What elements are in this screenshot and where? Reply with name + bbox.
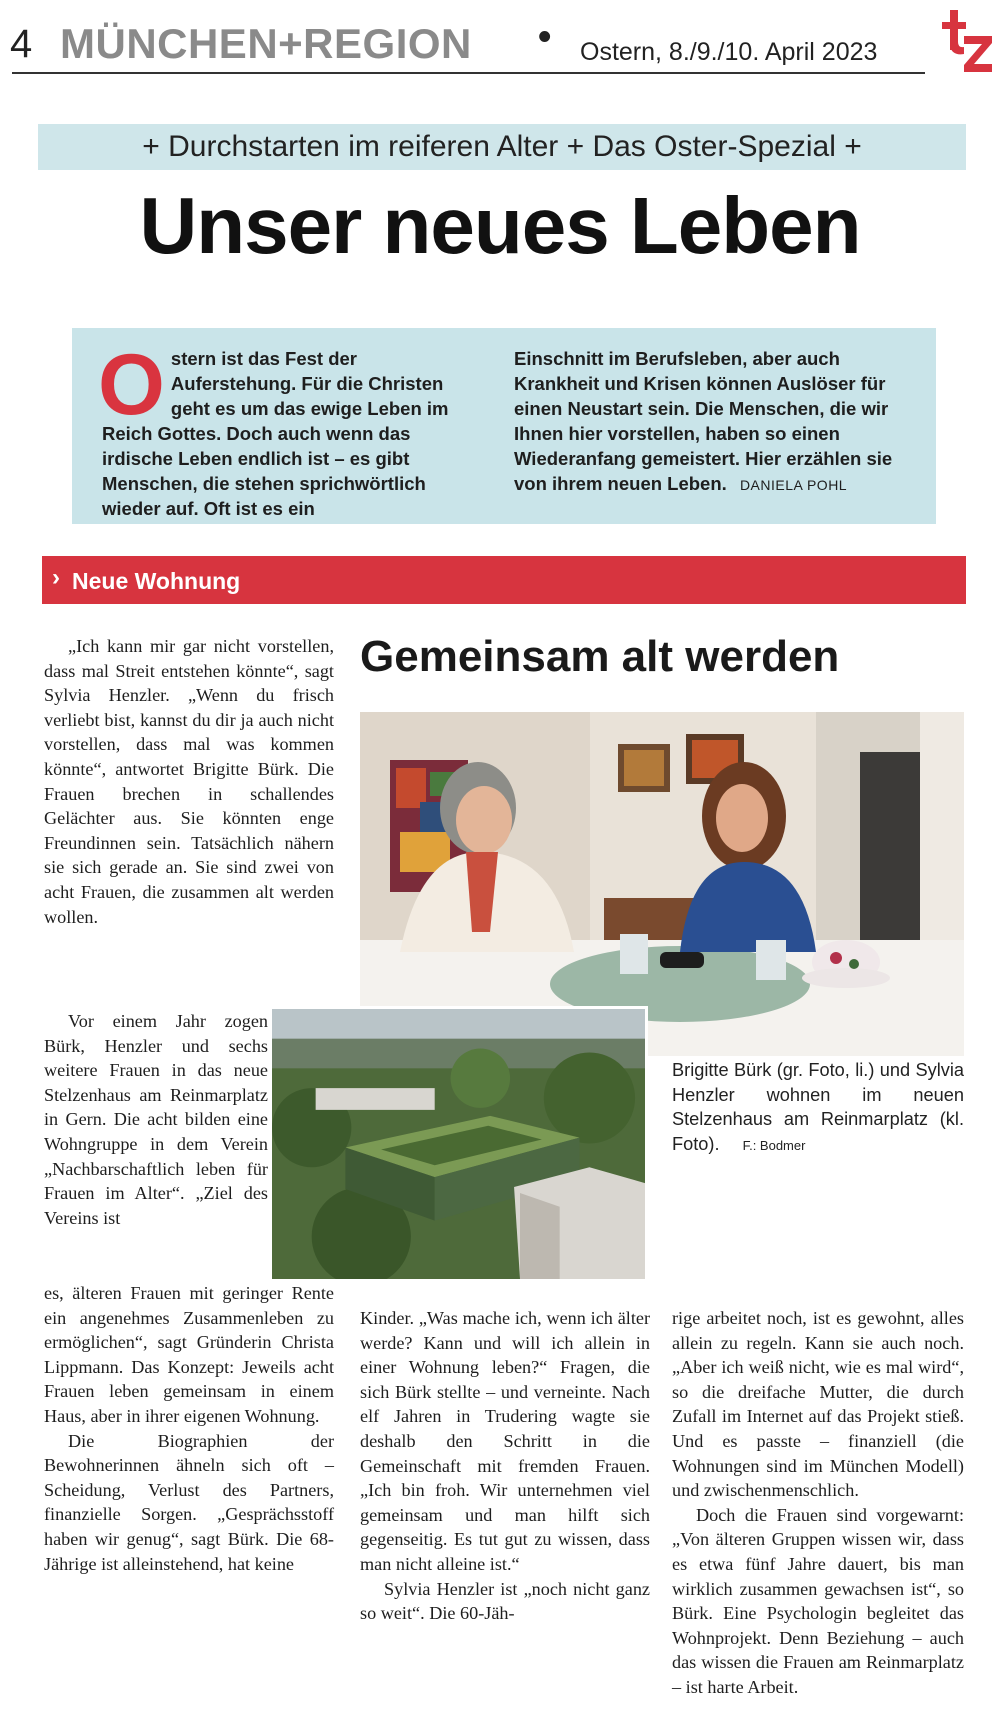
rubric-label: Neue Wohnung	[72, 568, 241, 594]
body-column-1-bottom	[44, 1281, 334, 1576]
body-column-3	[672, 1306, 964, 1700]
page-number: 4	[10, 22, 33, 66]
kicker-bar: + Durchstarten im reiferen Alter + Das Oster-Spezial +	[38, 124, 966, 170]
rubric-bar	[42, 556, 966, 604]
photo-aerial-building	[272, 1006, 648, 1279]
intro-right-text: Einschnitt im Berufsleben, aber auch Krankheit und Krisen können Auslöser für einen Neustart sein. Die Menschen, die wir Ihnen hier vorstellen, haben so einen Wiederanfang gemeistert. Hier erzählen sie von ihrem neuen Leben.	[514, 348, 893, 494]
main-headline: Unser neues Leben	[139, 181, 861, 270]
body-paragraph: rige arbeitet noch, ist es gewohnt, alles allein zu regeln. Kann sie auch noch. „Aber ich weiß nicht, wie es mal wird“, so die dreifache Mutter, die durch Zufall im Internet auf das Projekt stieß. Und es passte – finanziell (die Wohnungen sind im München Modell) und zwischenmenschlich.	[672, 1308, 964, 1501]
section-name: MÜNCHEN+REGION	[60, 20, 472, 67]
intro-box	[72, 328, 936, 524]
body-column-1-narrow	[44, 1009, 268, 1230]
body-paragraph: „Ich kann mir gar nicht vorstellen, dass mal Streit entstehen könnte“, sagt Sylvia Henzler. „Wenn du frisch verliebt bist, kannst du dir ja auch nicht vorstellen, dass mal was kommen könnte“, antwortet Brigitte Bürk. Die Frauen brechen in schallendes Gelächter aus. Sie könnten enge Freundinnen sein. Tatsächlich nähern sie sich gerade an. Sie sind zwei von acht Frauen, die zusammen alt werden wollen.	[44, 636, 334, 927]
author-name: DANIELA POHL	[739, 477, 848, 493]
body-paragraph: es, älteren Frauen mit geringer Rente ein angenehmes Zusammenleben zu ermöglichen“, sagt Gründerin Christa Lippmann. Das Konzept: Jeweils acht Frauen leben gemeinsam in einem Haus, aber in ihrer eigenen Wohnung.	[44, 1283, 334, 1426]
body-paragraph: Vor einem Jahr zogen Bürk, Henzler und sechs weitere Frauen in das neue Stelzenhaus am Reinmarplatz in Gern. Die acht bilden eine Wohngruppe in dem Verein „Nachbarschaftlich leben für Frauen im Alter“. „Ziel des Vereins ist	[44, 1011, 268, 1228]
article-headline: Gemeinsam alt werden	[360, 632, 840, 681]
caption-text: Brigitte Bürk (gr. Foto, li.) und Sylvia Henzler wohnen im neuen Stelzenhaus am Reinmarplatz (kl. Foto).	[672, 1060, 964, 1154]
intro-left-text: stern ist das Fest der Auferstehung. Für die Christen geht es um das ewige Leben im Reich Gottes. Doch auch wenn das irdische Leben endlich ist – es gibt Menschen, die stehen sprichwörtlich wieder auf. Oft ist es ein	[102, 348, 449, 519]
intro-right-column	[514, 346, 914, 496]
photo-credit: F.: Bodmer	[742, 1137, 806, 1153]
header-rule	[12, 72, 925, 74]
body-paragraph: Sylvia Henzler ist „noch nicht ganz so weit“. Die 60-Jäh-	[360, 1578, 650, 1624]
header-bullet: •	[538, 16, 552, 58]
chevron-right-icon: ›	[52, 564, 60, 591]
body-column-1-top	[44, 634, 334, 929]
drop-cap: O	[98, 337, 165, 433]
body-paragraph: Kinder. „Was mache ich, wenn ich älter werde? Kann und will ich allein in einer Wohnung leben?“ Fragen, die sich Bürk stellte – und verneinte. Nach elf Jahren in Trudering wagte sie deshalb den Schritt in die Gemeinschaft mit fremden Frauen. „Ich bin froh. Wir unternehmen viel gemeinsam und man hilft sich gegenseitig. Es tut gut zu wissen, dass man nicht alleine ist.“	[360, 1308, 650, 1574]
photo-caption	[672, 1058, 964, 1158]
body-paragraph: Doch die Frauen sind vorgewarnt: „Von älteren Gruppen wissen wir, dass es etwa fünf Jahre dauert, bis man wirklich zusammen gewachsen ist“, so Bürk. Eine Psychologin begleitet das Wohnprojekt. Denn Beziehung – auch das wissen die Frauen am Reinmarplatz – ist harte Arbeit.	[672, 1504, 964, 1697]
intro-left-column	[98, 337, 484, 521]
body-column-2	[360, 1306, 650, 1626]
body-paragraph: Die Biographien der Bewohnerinnen ähneln sich oft – Scheidung, Verlust des Partners, finanzielle Sorgen. „Gesprächsstoff haben wir genug“, sagt Bürk. Die 68-Jährige ist alleinstehend, hat keine	[44, 1430, 334, 1574]
issue-date: Ostern, 8./9./10. April 2023	[580, 38, 878, 66]
tz-logo-icon	[942, 6, 994, 74]
photo-women-at-table	[360, 712, 964, 1056]
